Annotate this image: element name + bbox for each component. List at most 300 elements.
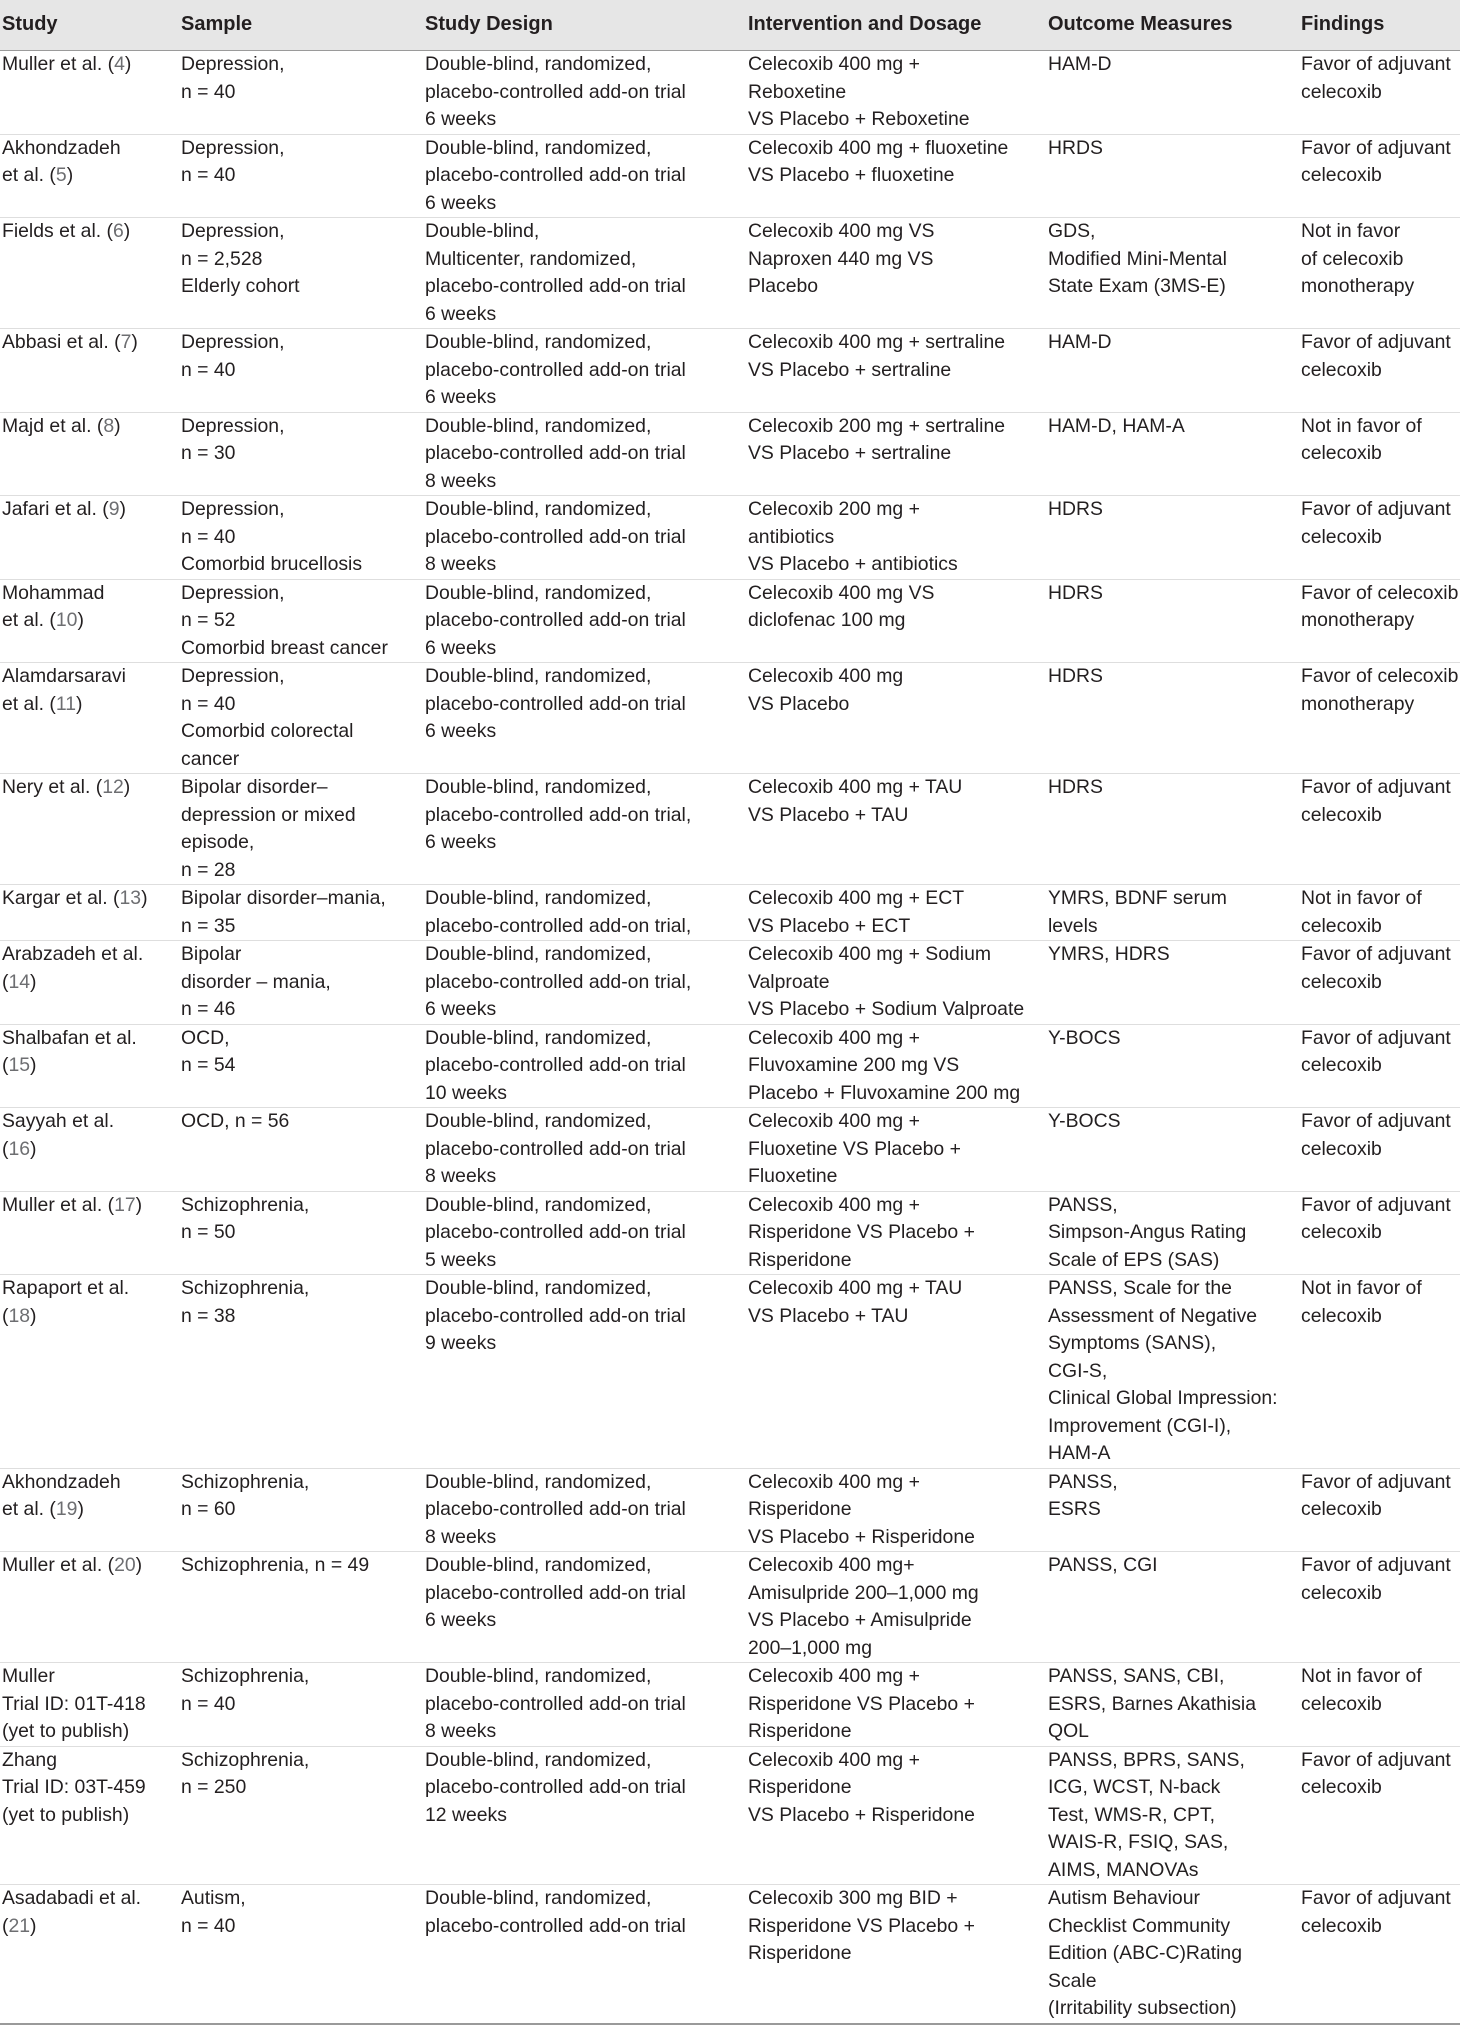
cell-line: celecoxib [1301,164,1382,186]
intervention-dosage-cell [748,496,1048,580]
sample-cell [181,1746,425,1885]
cell-line: 8 weeks [425,553,497,575]
findings-cell [1301,1275,1460,1469]
outcome-measures-cell [1048,774,1301,885]
table-row [0,663,1460,774]
outcome-measures-cell [1048,496,1301,580]
cell-line: Depression, [181,581,285,604]
cell-line: Kargar et al. (13) [2,887,148,909]
cell-line: Favor of adjuvant [1301,943,1451,965]
outcome-measures-cell [1048,1108,1301,1192]
cell-line: Simpson-Angus Rating [1048,1221,1247,1243]
sample-cell [181,663,425,774]
cell-line: Celecoxib 400 mg + [748,1026,920,1049]
cell-line: celecoxib [1301,1498,1382,1520]
cell-line: (18) [2,1304,37,1327]
table-row [0,1024,1460,1108]
cell-line: n = 40 [181,692,236,715]
cell-line: placebo-controlled add-on trial [425,1914,686,1937]
sample-cell [181,1468,425,1552]
table-body [0,51,1460,2024]
table-row [0,885,1460,941]
cell-line: Fluvoxamine 200 mg VS [748,1054,960,1076]
cell-line: Alamdarsaravi [2,665,126,687]
cell-line: Scale of EPS (SAS) [1048,1248,1220,1271]
cell-line: Muller [2,1665,55,1687]
citation-link[interactable]: 4 [114,53,125,75]
cell-line: Celecoxib 400 mg+ [748,1554,915,1576]
cell-line: 6 weeks [425,831,497,853]
cell-line: placebo-controlled add-on trial [425,358,686,381]
cell-line: Double-blind, randomized, [425,53,652,75]
cell-line: Double-blind, randomized, [425,1665,652,1687]
table-row [0,329,1460,413]
cell-line: Celecoxib 400 mg + [748,1470,920,1493]
cell-line: Favor of adjuvant [1301,1110,1451,1132]
intervention-dosage-cell [748,1191,1048,1275]
intervention-dosage-cell [748,885,1048,941]
cell-line: Depression, [181,665,285,687]
cell-line: disorder – mania, [181,970,331,993]
cell-line: HAM-D [1048,331,1112,353]
cell-line: VS Placebo + sertraline [748,442,952,464]
citation-link[interactable]: 21 [8,1914,31,1937]
cell-line: n = 40 [181,1914,236,1937]
sample-cell [181,774,425,885]
sample-cell [181,1663,425,1747]
cell-line: VS Placebo + TAU [748,1304,909,1327]
cell-line: Schizophrenia, [181,1665,310,1687]
cell-line: Not in favor [1301,220,1401,242]
citation-link[interactable]: 12 [102,776,124,798]
cell-line: celecoxib [1301,358,1382,381]
cell-line: 6 weeks [425,636,497,659]
cell-line: Not in favor of [1301,414,1422,437]
cell-line: Bipolar disorder–mania, [181,887,386,909]
cell-line: Fluoxetine [748,1165,838,1187]
cell-line: Assessment of Negative [1048,1304,1258,1327]
cell-line: HRDS [1048,136,1103,159]
findings-cell [1301,885,1460,941]
cell-line: Double-blind, randomized, [425,1277,652,1299]
citation-link[interactable]: 9 [108,498,120,520]
cell-line: HDRS [1048,665,1103,687]
cell-line: n = 54 [181,1054,236,1076]
study-design-cell [425,1191,748,1275]
cell-line: Favor of adjuvant [1301,498,1451,520]
cell-line: placebo-controlled add-on trial [425,1776,686,1798]
citation-link[interactable]: 6 [113,220,124,242]
cell-line: (Irritability subsection) [1048,1997,1237,2019]
cell-line: Jafari et al. (9) [2,498,126,520]
outcome-measures-cell [1048,1468,1301,1552]
cell-line: HDRS [1048,776,1103,798]
cell-line: WAIS-R, FSIQ, SAS, [1048,1831,1229,1853]
findings-cell [1301,134,1460,218]
cell-line: celecoxib [1301,1914,1382,1937]
cell-line: Scale [1048,1969,1097,1992]
study-cell [0,663,181,774]
cell-line: 8 weeks [425,1525,497,1548]
cell-line: Fields et al. (6) [2,220,131,242]
table-row [0,1191,1460,1275]
table-row [0,1275,1460,1469]
cell-line: YMRS, BDNF serum [1048,887,1227,909]
cell-line: Nery et al. (12) [2,776,131,798]
cell-line: n = 2,528 [181,247,263,270]
cell-line: VS Placebo + TAU [748,803,909,826]
cell-line: VS Placebo + Reboxetine [748,108,970,130]
cell-line: Celecoxib 400 mg + [748,1748,920,1771]
intervention-dosage-cell [748,329,1048,413]
sample-cell [181,218,425,329]
citation-link[interactable]: 8 [103,414,115,437]
cell-line: CGI-S, [1048,1359,1108,1382]
intervention-dosage-cell [748,579,1048,663]
findings-cell [1301,1746,1460,1885]
citation-link[interactable]: 14 [8,970,31,993]
cell-line: placebo-controlled add-on trial [425,275,686,297]
cell-line: Favor of adjuvant [1301,53,1451,75]
cell-line: VS Placebo + Risperidone [748,1803,975,1826]
cell-line: Favor of adjuvant [1301,776,1451,798]
table-row [0,51,1460,135]
cell-line: Celecoxib 300 mg BID + [748,1887,958,1909]
study-design-cell [425,412,748,496]
cell-line: Depression, [181,53,285,75]
citation-link[interactable]: 7 [120,331,132,353]
findings-cell [1301,1885,1460,2024]
cell-line: Celecoxib 200 mg + [748,498,920,520]
cell-line: Schizophrenia, [181,1748,310,1771]
cell-line: Favor of celecoxib [1301,581,1459,604]
cell-line: State Exam (3MS-E) [1048,275,1226,297]
study-cell [0,1191,181,1275]
cell-line: n = 250 [181,1776,247,1798]
cell-line: n = 40 [181,1692,236,1715]
cell-line: 8 weeks [425,469,497,492]
sample-cell [181,1275,425,1469]
cell-line: et al. (5) [2,164,74,186]
cell-line: Double-blind, randomized, [425,1887,652,1909]
citation-link[interactable]: 18 [8,1304,31,1327]
cell-line: celecoxib [1301,1304,1382,1327]
cell-line: HDRS [1048,498,1103,520]
cell-line: n = 40 [181,358,236,381]
cell-line: placebo-controlled add-on trial [425,609,686,631]
sample-cell [181,1552,425,1663]
study-cell [0,134,181,218]
sample-cell [181,941,425,1025]
cell-line: 8 weeks [425,1720,497,1742]
study-cell [0,941,181,1025]
table-row [0,579,1460,663]
outcome-measures-cell [1048,663,1301,774]
intervention-dosage-cell [748,1552,1048,1663]
study-design-cell [425,885,748,941]
intervention-dosage-cell [748,941,1048,1025]
cell-line: Risperidone VS Placebo + [748,1914,975,1937]
findings-cell [1301,941,1460,1025]
table-row [0,218,1460,329]
cell-line: Schizophrenia, [181,1277,310,1299]
cell-line: Depression, [181,220,285,242]
study-cell [0,51,181,135]
sample-cell [181,579,425,663]
cell-line: Muller et al. (4) [2,53,132,75]
cell-line: Trial ID: 03T-459 [2,1776,146,1798]
outcome-measures-cell [1048,1275,1301,1469]
intervention-dosage-cell [748,134,1048,218]
citation-link[interactable]: 15 [8,1054,31,1076]
intervention-dosage-cell [748,1108,1048,1192]
cell-line: et al. (11) [2,692,83,715]
study-cell [0,329,181,413]
cell-line: Favor of adjuvant [1301,1026,1451,1049]
cell-line: Double-blind, [425,220,540,242]
outcome-measures-cell [1048,329,1301,413]
cell-line: VS Placebo [748,692,850,715]
citation-link[interactable]: 17 [114,1193,136,1216]
study-design-cell [425,941,748,1025]
cell-line: Double-blind, randomized, [425,1110,652,1132]
study-cell [0,496,181,580]
cell-line: Favor of adjuvant [1301,1887,1451,1909]
cell-line: Depression, [181,498,285,520]
header-intervention-dosage: Intervention and Dosage [748,0,1048,51]
cell-line: Comorbid breast cancer [181,636,388,659]
sample-cell [181,329,425,413]
cell-line: Double-blind, randomized, [425,776,652,798]
cell-line: QOL [1048,1720,1089,1742]
cell-line: Risperidone [748,1776,852,1798]
citation-link[interactable]: 10 [55,609,78,631]
intervention-dosage-cell [748,218,1048,329]
cell-line: celecoxib [1301,970,1382,993]
study-cell [0,1275,181,1469]
table-row [0,1746,1460,1885]
cell-line: HAM-D, HAM-A [1048,414,1185,437]
cell-line: Risperidone [748,1498,852,1520]
outcome-measures-cell [1048,412,1301,496]
study-design-cell [425,663,748,774]
cell-line: Depression, [181,136,285,159]
findings-cell [1301,1552,1460,1663]
cell-line: placebo-controlled add-on trial [425,1054,686,1076]
study-design-cell [425,1468,748,1552]
cell-line: celecoxib [1301,80,1382,103]
findings-cell [1301,579,1460,663]
cell-line: (16) [2,1137,37,1160]
table-row [0,1468,1460,1552]
cell-line: VS Placebo + Risperidone [748,1525,975,1548]
citation-link[interactable]: 11 [55,692,77,715]
cell-line: Favor of adjuvant [1301,1193,1451,1216]
citation-link[interactable]: 19 [55,1498,78,1520]
cell-line: GDS, [1048,220,1096,242]
cell-line: n = 50 [181,1221,236,1243]
cell-line: Celecoxib 400 mg + Sodium [748,943,992,965]
findings-cell [1301,1191,1460,1275]
cell-line: Bipolar disorder– [181,776,328,798]
cell-line: PANSS, CGI [1048,1554,1158,1576]
cell-line: (21) [2,1914,37,1937]
sample-cell [181,1024,425,1108]
cell-line: Akhondzadeh [2,136,121,159]
intervention-dosage-cell [748,1024,1048,1108]
cell-line: 5 weeks [425,1248,497,1271]
cell-line: Trial ID: 01T-418 [2,1692,146,1715]
cell-line: VS Placebo + Amisulpride [748,1609,972,1631]
citation-link[interactable]: 16 [8,1137,31,1160]
cell-line: Favor of adjuvant [1301,136,1451,159]
outcome-measures-cell [1048,1024,1301,1108]
study-cell [0,218,181,329]
cell-line: Risperidone [748,1942,852,1964]
cell-line: VS Placebo + ECT [748,914,911,937]
cell-line: Placebo [748,275,819,297]
cell-line: placebo-controlled add-on trial [425,1692,686,1715]
outcome-measures-cell [1048,51,1301,135]
cell-line: ESRS, Barnes Akathisia [1048,1692,1257,1715]
citation-link[interactable]: 20 [114,1554,136,1576]
findings-cell [1301,1108,1460,1192]
cell-line: Rapaport et al. [2,1277,130,1299]
intervention-dosage-cell [748,1468,1048,1552]
cell-line: Double-blind, randomized, [425,331,652,353]
outcome-measures-cell [1048,1663,1301,1747]
sample-cell [181,885,425,941]
cell-line: celecoxib [1301,803,1382,826]
cell-line: OCD, [181,1026,230,1049]
cell-line: Multicenter, randomized, [425,247,637,270]
cell-line: (yet to publish) [2,1720,130,1742]
cell-line: Clinical Global Impression: [1048,1387,1278,1409]
cell-line: PANSS, SANS, CBI, [1048,1665,1225,1687]
cell-line: Autism, [181,1887,246,1909]
cell-line: n = 60 [181,1498,236,1520]
cell-line: depression or mixed [181,803,356,826]
findings-cell [1301,496,1460,580]
study-design-cell [425,134,748,218]
sample-cell [181,134,425,218]
findings-cell [1301,663,1460,774]
cell-line: Double-blind, randomized, [425,1193,652,1216]
study-cell [0,1746,181,1885]
cell-line: Muller et al. (20) [2,1554,143,1576]
cell-line: (yet to publish) [2,1803,130,1826]
study-design-cell [425,774,748,885]
cell-line: Risperidone [748,1248,852,1271]
cell-line: placebo-controlled add-on trial [425,1304,686,1327]
cell-line: Double-blind, randomized, [425,414,652,437]
cell-line: placebo-controlled add-on trial [425,1498,686,1520]
cell-line: Risperidone VS Placebo + [748,1221,975,1243]
cell-line: Modified Mini-Mental [1048,247,1227,270]
outcome-measures-cell [1048,1746,1301,1885]
cell-line: 8 weeks [425,1165,497,1187]
study-design-cell [425,1552,748,1663]
cell-line: Favor of celecoxib [1301,665,1459,687]
cell-line: monotherapy [1301,692,1415,715]
cell-line: placebo-controlled add-on trial, [425,914,692,937]
header-study-design: Study Design [425,0,748,51]
citation-link[interactable]: 13 [119,887,142,909]
header-sample: Sample [181,0,425,51]
cell-line: 6 weeks [425,386,497,408]
cell-line: 6 weeks [425,108,497,130]
table-row [0,1552,1460,1663]
cell-line: placebo-controlled add-on trial, [425,803,692,826]
findings-cell [1301,329,1460,413]
findings-cell [1301,774,1460,885]
cell-line: Double-blind, randomized, [425,1748,652,1771]
cell-line: Celecoxib 400 mg + ECT [748,887,965,909]
cell-line: Abbasi et al. (7) [2,331,138,353]
cell-line: celecoxib [1301,1137,1382,1160]
outcome-measures-cell [1048,134,1301,218]
cell-line: placebo-controlled add-on trial [425,1581,686,1604]
cell-line: celecoxib [1301,1054,1382,1076]
cell-line: ESRS [1048,1498,1101,1520]
intervention-dosage-cell [748,51,1048,135]
cell-line: Celecoxib 400 mg VS [748,581,935,604]
cell-line: HDRS [1048,581,1103,604]
study-design-cell [425,1108,748,1192]
study-cell [0,412,181,496]
cell-line: PANSS, [1048,1470,1118,1493]
cell-line: 200–1,000 mg [748,1636,872,1659]
header-row [0,0,1460,51]
cell-line: VS Placebo + antibiotics [748,553,958,575]
intervention-dosage-cell [748,663,1048,774]
cell-line: placebo-controlled add-on trial, [425,970,692,993]
outcome-measures-cell [1048,1191,1301,1275]
cell-line: Arabzadeh et al. [2,943,144,965]
cell-line: n = 30 [181,442,236,464]
cell-line: Celecoxib 400 mg + fluoxetine [748,136,1009,159]
cell-line: Favor of adjuvant [1301,1554,1451,1576]
cell-line: PANSS, Scale for the [1048,1277,1232,1299]
cell-line: Majd et al. (8) [2,414,121,437]
findings-cell [1301,1468,1460,1552]
header-study: Study [0,0,181,51]
cell-line: Celecoxib 400 mg + [748,1193,920,1216]
cell-line: placebo-controlled add-on trial [425,80,686,103]
cell-line: diclofenac 100 mg [748,609,906,631]
cell-line: Comorbid brucellosis [181,553,363,575]
table-row [0,1663,1460,1747]
cell-line: Double-blind, randomized, [425,1026,652,1049]
study-cell [0,774,181,885]
cell-line: Double-blind, randomized, [425,1554,652,1576]
cell-line: Comorbid colorectal [181,720,354,742]
table-row [0,496,1460,580]
cell-line: Naproxen 440 mg VS [748,247,934,270]
study-design-cell [425,496,748,580]
cell-line: 6 weeks [425,302,497,325]
cell-line: Edition (ABC-C)Rating [1048,1942,1242,1964]
table-row [0,412,1460,496]
cell-line: celecoxib [1301,1776,1382,1798]
cell-line: Celecoxib 400 mg + [748,1665,920,1687]
sample-cell [181,412,425,496]
cell-line: celecoxib [1301,1581,1382,1604]
citation-link[interactable]: 5 [55,164,67,186]
cell-line: Depression, [181,414,285,437]
study-cell [0,1108,181,1192]
study-cell [0,579,181,663]
